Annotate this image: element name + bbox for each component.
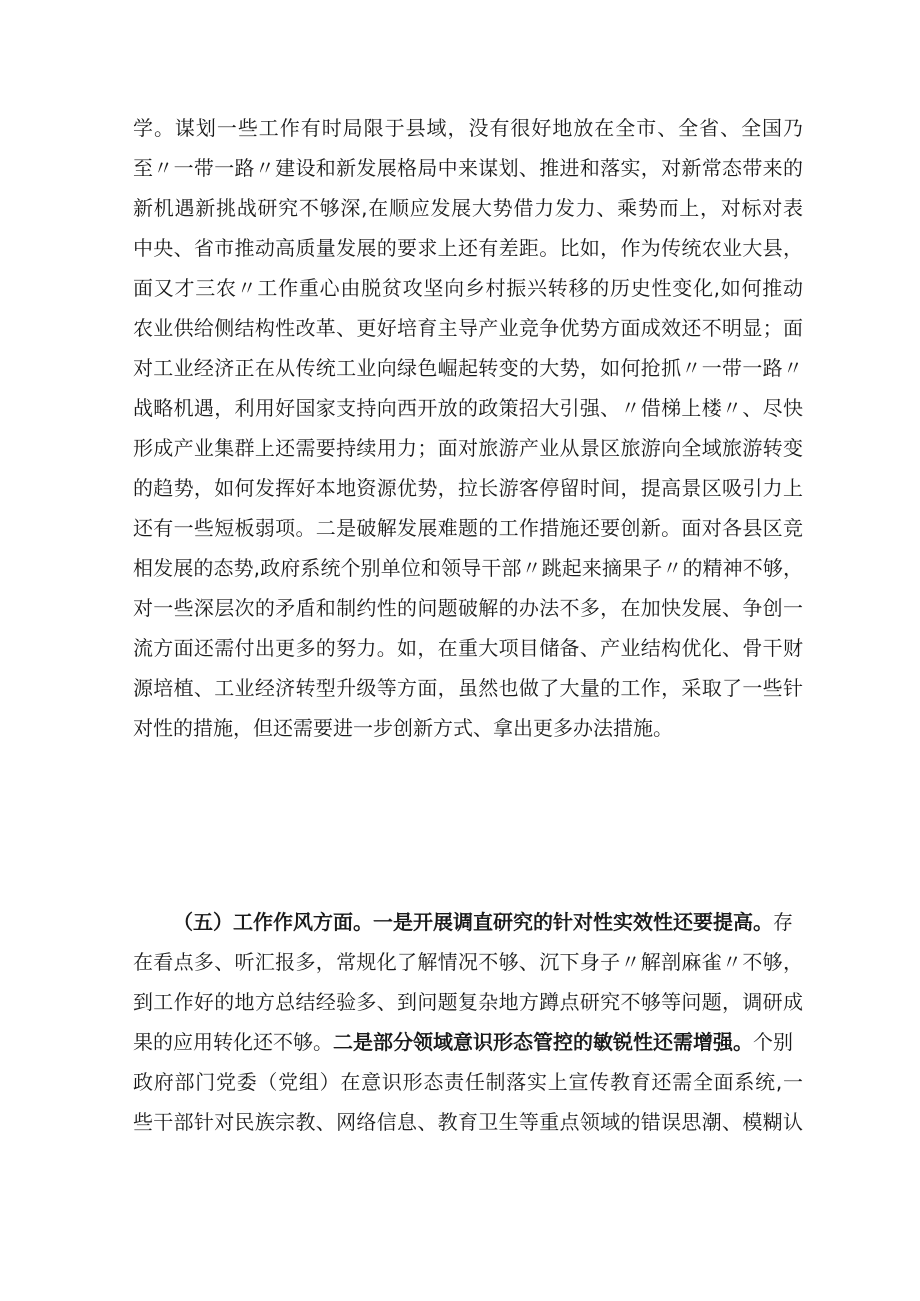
section-heading-line bbox=[133, 902, 803, 942]
text-line: 流方面还需付出更多的努力。如，在重大项目储备、产业结构优化、骨干财 bbox=[133, 636, 803, 660]
section-heading: （五）工作作风方面。一是开展调直研究的针对性实效性还要提高。 bbox=[173, 910, 773, 934]
text-run: 果的应用转化还不够。 bbox=[133, 1030, 333, 1054]
text-line: 中央、省市推动高质量发展的要求上还有差距。比如，作为传统农业大县， bbox=[133, 236, 803, 260]
text-line: 战略机遇，利用好国家支持向西开放的政策招大引强、〃借梯上楼〃、尽快 bbox=[133, 396, 803, 420]
text-run: 存 bbox=[773, 910, 793, 934]
paragraph-work-style bbox=[133, 902, 803, 1142]
text-line-mixed bbox=[133, 1022, 803, 1062]
text-line: 还有一些短板弱项。二是破解发展难题的工作措施还要创新。面对各县区竞 bbox=[133, 516, 803, 540]
text-line: 对工业经济正在从传统工业向绿色崛起转变的大势，如何抢抓〃一带一路〃 bbox=[133, 356, 803, 380]
bold-point: 二是部分领域意识形态管控的敏锐性还需增强。 bbox=[333, 1030, 753, 1054]
text-line: 到工作好的地方总结经验多、到问题复杂地方蹲点研究不够等问题，调研成 bbox=[133, 990, 803, 1014]
text-line: 对一些深层次的矛盾和制约性的问题破解的办法不多，在加快发展、争创一 bbox=[133, 596, 803, 620]
text-line: 的趋势，如何发挥好本地资源优势，拉长游客停留时间，提高景区吸引力上 bbox=[133, 476, 803, 500]
text-line: 在看点多、听汇报多，常规化了解情况不够、沉下身子〃解剖麻雀〃不够， bbox=[133, 950, 803, 974]
text-line: 对性的措施，但还需要进一步创新方式、拿出更多办法措施。 bbox=[133, 716, 673, 740]
text-line: 学。谋划一些工作有时局限于县域，没有很好地放在全市、全省、全国乃 bbox=[133, 116, 803, 140]
text-run: 个别 bbox=[753, 1030, 793, 1054]
text-line: 面又才三农〃工作重心由脱贫攻坚向乡村振兴转移的历史性变化,如何推动 bbox=[133, 276, 803, 300]
text-line: 些干部针对民族宗教、网络信息、教育卫生等重点领域的错误思潮、模糊认 bbox=[133, 1110, 803, 1134]
text-line: 源培植、工业经济转型升级等方面，虽然也做了大量的工作，采取了一些针 bbox=[133, 676, 803, 700]
text-line: 相发展的态势,政府系统个别单位和领导干部〃跳起来摘果子〃的精神不够， bbox=[133, 556, 803, 580]
text-line: 形成产业集群上还需要持续用力；面对旅游产业从景区旅游向全域旅游转变 bbox=[133, 436, 803, 460]
paragraph-work-planning bbox=[133, 108, 803, 748]
text-line: 政府部门党委（党组）在意识形态责任制落实上宣传教育还需全面系统,一 bbox=[133, 1070, 803, 1094]
text-line: 新机遇新挑战研究不够深,在顺应发展大势借力发力、乘势而上，对标对表 bbox=[133, 196, 803, 220]
text-line: 至〃一带一路〃建设和新发展格局中来谋划、推进和落实，对新常态带来的 bbox=[133, 156, 803, 180]
text-line: 农业供给侧结构性改革、更好培育主导产业竞争优势方面成效还不明显；面 bbox=[133, 316, 803, 340]
